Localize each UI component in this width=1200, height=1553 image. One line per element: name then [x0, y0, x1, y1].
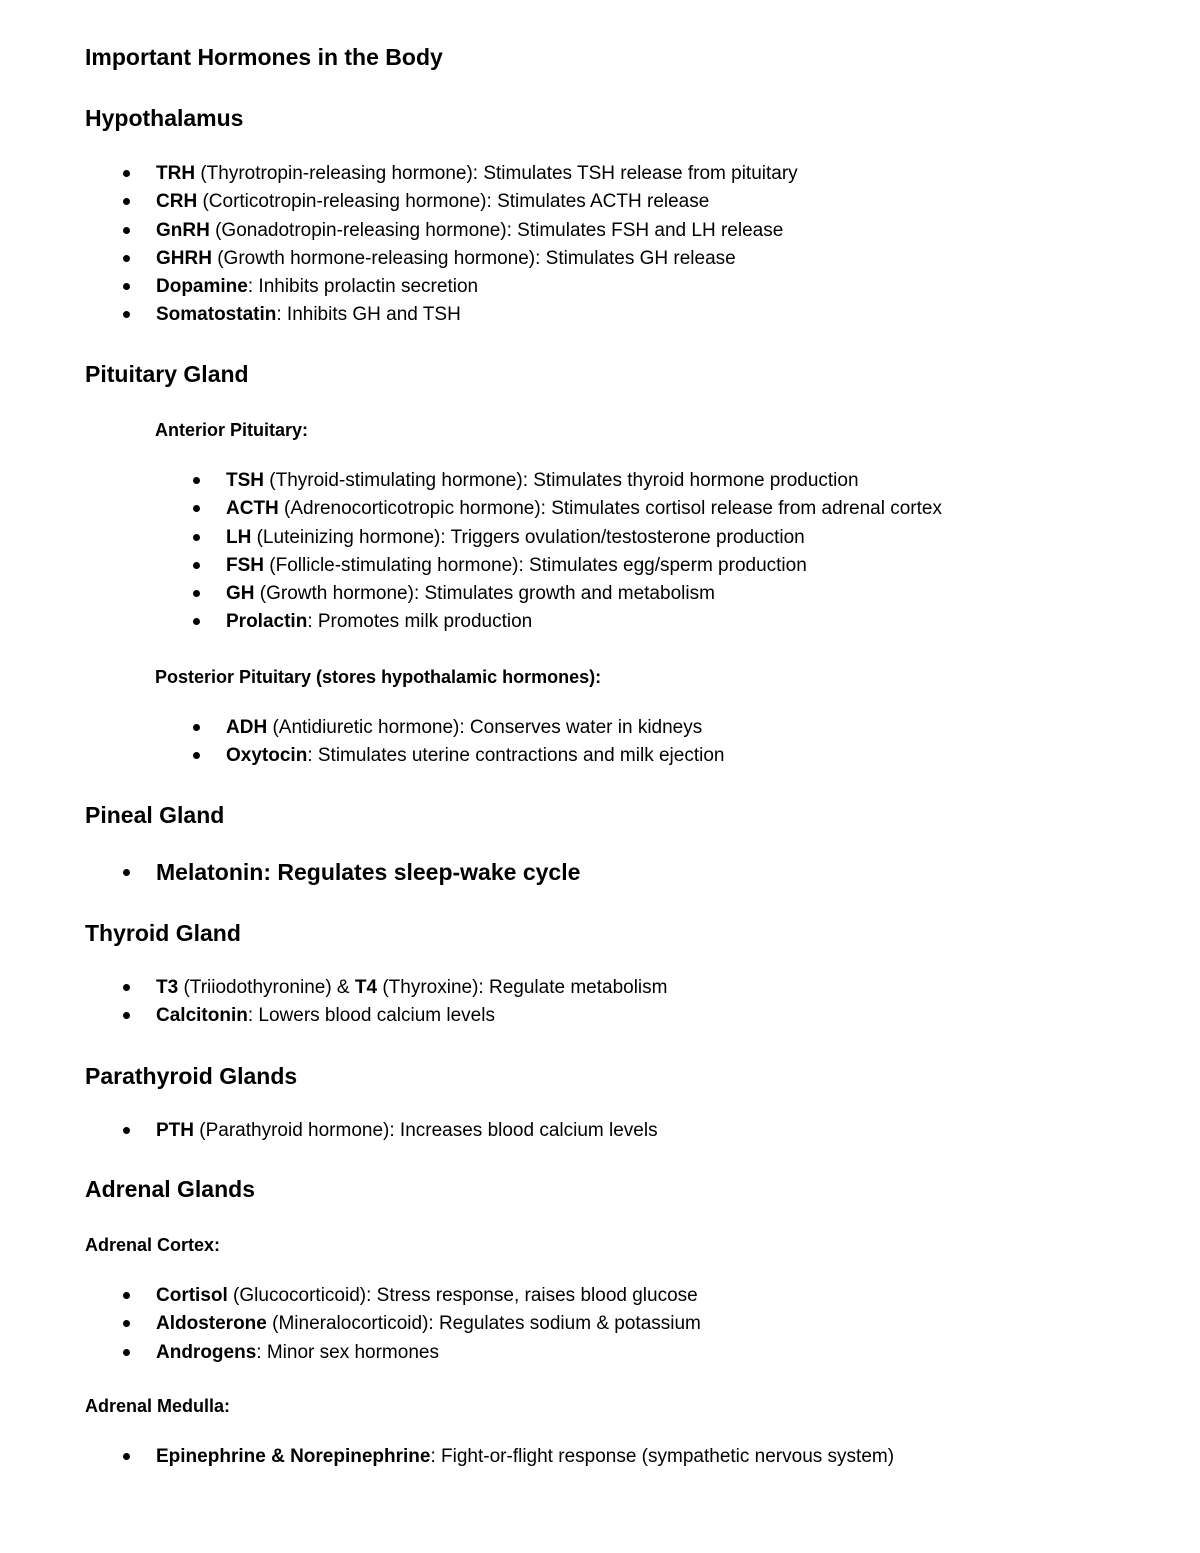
bullet-icon: [123, 1012, 130, 1019]
list-item: T3 (Triiodothyronine) & T4 (Thyroxine): Regulate metabolism: [156, 974, 667, 1002]
list-item: GnRH (Gonadotropin-releasing hormone): Stimulates FSH and LH release: [156, 217, 798, 245]
list-item: Oxytocin: Stimulates uterine contractions and milk ejection: [226, 742, 724, 770]
list-item: Somatostatin: Inhibits GH and TSH: [156, 301, 798, 329]
list-item: Prolactin: Promotes milk production: [226, 608, 942, 636]
bullet-icon: [193, 534, 200, 541]
hypothalamus-list: [156, 160, 798, 330]
section-heading-hypothalamus: Hypothalamus: [85, 105, 244, 131]
adrenal-medulla-list: [156, 1443, 894, 1471]
bullet-icon: [123, 1453, 130, 1460]
section-heading-parathyroid: Parathyroid Glands: [85, 1063, 298, 1089]
list-item: Androgens: Minor sex hormones: [156, 1339, 701, 1367]
bullet-icon: [123, 984, 130, 991]
section-heading-adrenal: Adrenal Glands: [85, 1176, 255, 1202]
list-item: FSH (Follicle-stimulating hormone): Stimulates egg/sperm production: [226, 552, 942, 580]
bullet-icon: [193, 724, 200, 731]
bullet-icon: [123, 1320, 130, 1327]
list-item: Dopamine: Inhibits prolactin secretion: [156, 273, 798, 301]
bullet-icon: [193, 477, 200, 484]
subheading-posterior-pituitary: Posterior Pituitary (stores hypothalamic hormones):: [155, 667, 602, 687]
list-item: Calcitonin: Lowers blood calcium levels: [156, 1002, 667, 1030]
list-item: ACTH (Adrenocorticotropic hormone): Stimulates cortisol release from adrenal cortex: [226, 495, 942, 523]
bullet-icon: [193, 562, 200, 569]
list-item: PTH (Parathyroid hormone): Increases blood calcium levels: [156, 1117, 658, 1145]
adrenal-cortex-list: [156, 1282, 701, 1367]
bullet-icon: [193, 752, 200, 759]
document-title: Important Hormones in the Body: [85, 44, 443, 70]
list-item: GHRH (Growth hormone-releasing hormone): Stimulates GH release: [156, 245, 798, 273]
subheading-adrenal-medulla: Adrenal Medulla:: [85, 1396, 231, 1416]
anterior-pituitary-list: [226, 467, 942, 637]
bullet-icon: [123, 311, 130, 318]
bullet-icon: [123, 869, 130, 876]
thyroid-list: [156, 974, 667, 1031]
list-item: LH (Luteinizing hormone): Triggers ovulation/testosterone production: [226, 524, 942, 552]
subheading-adrenal-cortex: Adrenal Cortex:: [85, 1235, 221, 1255]
bullet-icon: [123, 1127, 130, 1134]
bullet-icon: [193, 618, 200, 625]
list-item: GH (Growth hormone): Stimulates growth and metabolism: [226, 580, 942, 608]
pineal-list: [156, 857, 580, 887]
list-item: TSH (Thyroid-stimulating hormone): Stimulates thyroid hormone production: [226, 467, 942, 495]
section-heading-pineal: Pineal Gland: [85, 802, 225, 828]
bullet-icon: [123, 255, 130, 262]
bullet-icon: [123, 198, 130, 205]
list-item: CRH (Corticotropin-releasing hormone): Stimulates ACTH release: [156, 188, 798, 216]
section-heading-thyroid: Thyroid Gland: [85, 920, 241, 946]
list-item: Epinephrine & Norepinephrine: Fight-or-flight response (sympathetic nervous system): [156, 1443, 894, 1471]
bullet-icon: [123, 227, 130, 234]
bullet-icon: [193, 505, 200, 512]
list-item: ADH (Antidiuretic hormone): Conserves water in kidneys: [226, 714, 724, 742]
bullet-icon: [123, 170, 130, 177]
subheading-anterior-pituitary: Anterior Pituitary:: [155, 420, 309, 440]
bullet-icon: [123, 1292, 130, 1299]
bullet-icon: [123, 1349, 130, 1356]
section-heading-pituitary: Pituitary Gland: [85, 361, 249, 387]
bullet-icon: [193, 590, 200, 597]
posterior-pituitary-list: [226, 714, 724, 771]
parathyroid-list: [156, 1117, 658, 1145]
list-item: TRH (Thyrotropin-releasing hormone): Stimulates TSH release from pituitary: [156, 160, 798, 188]
list-item: Cortisol (Glucocorticoid): Stress response, raises blood glucose: [156, 1282, 701, 1310]
list-item: Melatonin: Regulates sleep-wake cycle: [156, 857, 580, 887]
bullet-icon: [123, 283, 130, 290]
list-item: Aldosterone (Mineralocorticoid): Regulates sodium & potassium: [156, 1310, 701, 1338]
